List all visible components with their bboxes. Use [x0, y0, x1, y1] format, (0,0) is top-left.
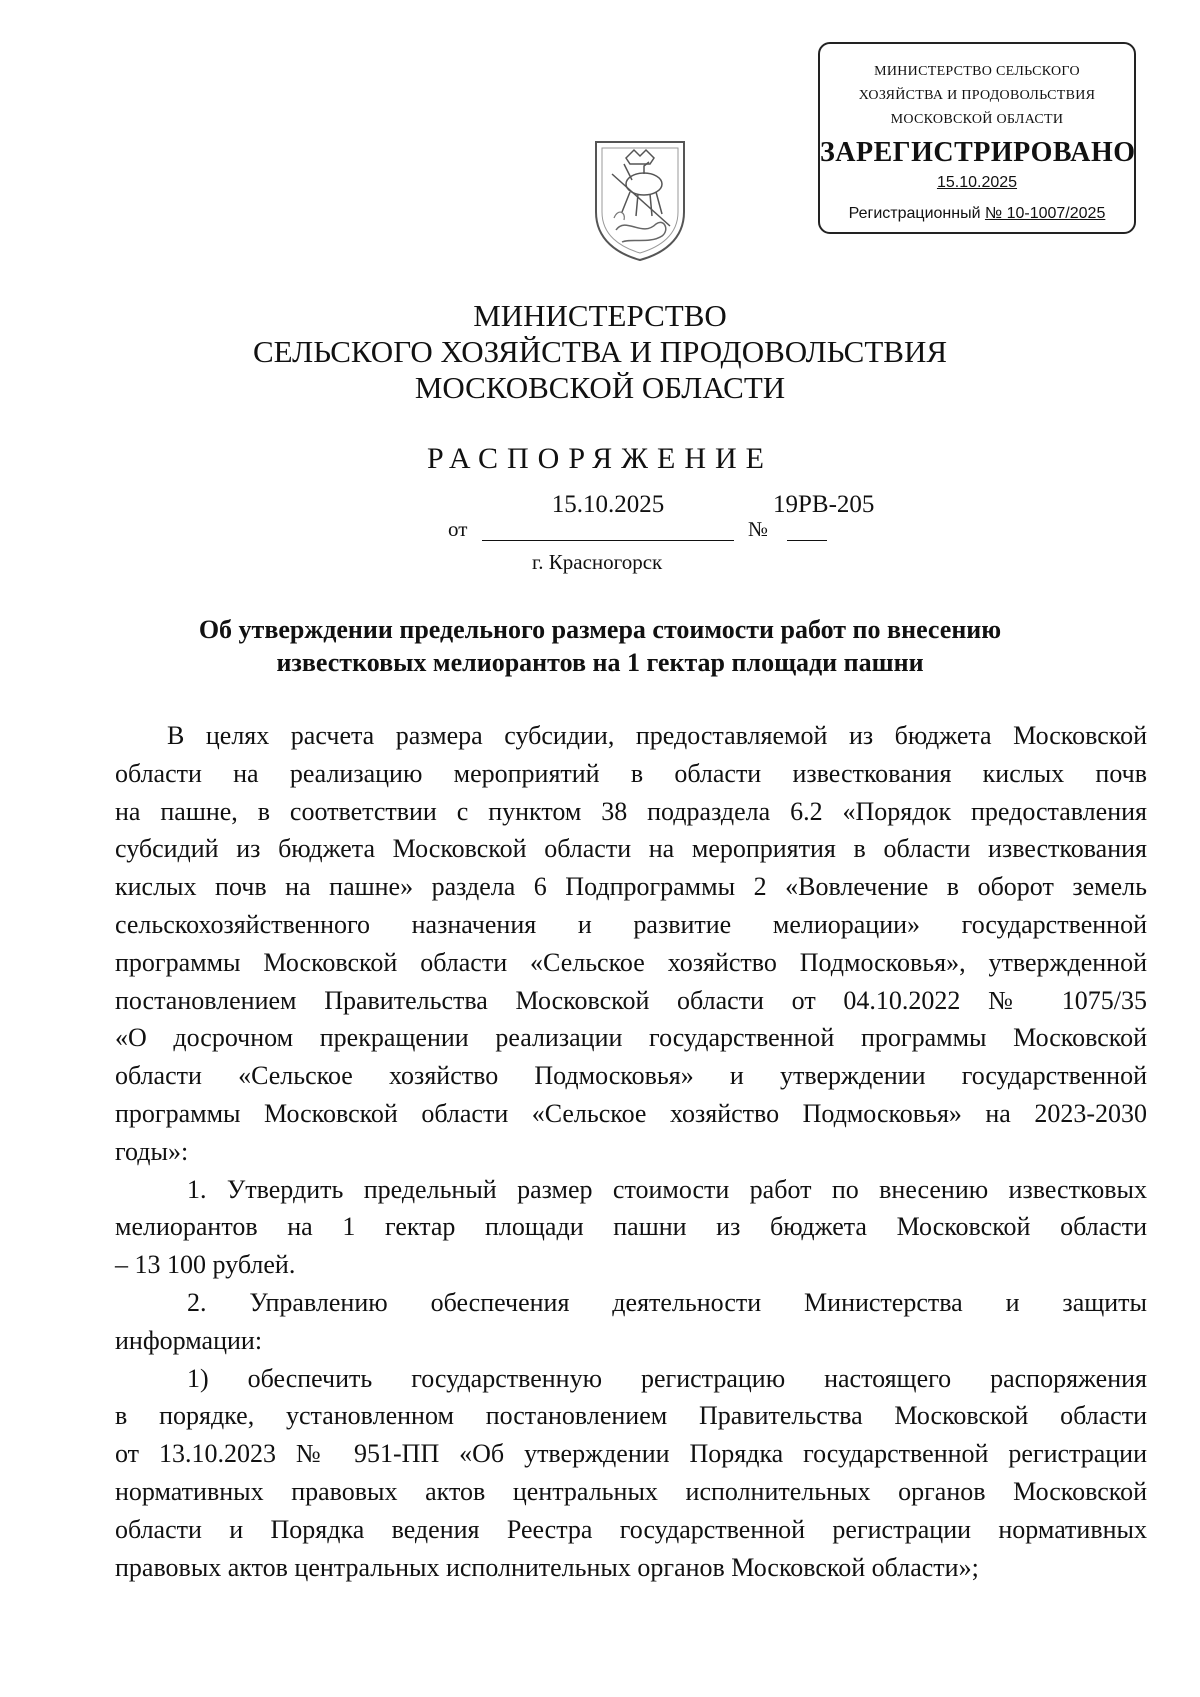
body-text-line: 1. Утвердить предельный размер стоимости работ по внесению известковых: [187, 1174, 1147, 1204]
body-text-line: постановлением Правительства Московской области от 04.10.2022 № 1075/35: [115, 985, 1147, 1015]
stamp-org-line: МОСКОВСКОЙ ОБЛАСТИ: [890, 112, 1064, 127]
body-text-line: 2. Управлению обеспечения деятельности Министерства и защиты: [187, 1287, 1147, 1317]
registration-stamp: [818, 42, 1136, 234]
body-text-line: мелиорантов на 1 гектар площади пашни из бюджета Московской области: [115, 1212, 1147, 1242]
document-city: г. Красногорск: [532, 550, 663, 574]
ministry-line: МОСКОВСКОЙ ОБЛАСТИ: [414, 370, 786, 405]
ministry-line: СЕЛЬСКОГО ХОЗЯЙСТВА И ПРОДОВОЛЬСТВИЯ: [252, 334, 948, 369]
body-text-line: правовых актов центральных исполнительных органов Московской области»;: [115, 1552, 979, 1582]
stamp-date: 15.10.2025: [936, 174, 1018, 191]
body-text-line: кислых почв на пашне» раздела 6 Подпрограммы 2 «Вовлечение в оборот земель: [115, 872, 1147, 902]
coat-of-arms-icon: [586, 134, 694, 264]
stamp-org-line: ХОЗЯЙСТВА И ПРОДОВОЛЬСТВИЯ: [858, 88, 1096, 103]
date-underline: [482, 540, 734, 541]
from-label: от: [448, 517, 468, 541]
stamp-number-value: № 10-1007/2025: [984, 205, 1106, 222]
document-number: 19РВ-205: [773, 491, 875, 518]
body-text-line: области на реализацию мероприятий в области известкования кислых почв: [115, 758, 1147, 788]
title-line: Об утверждении предельного размера стоимости работ по внесению: [198, 615, 1002, 644]
ministry-line: МИНИСТЕРСТВО: [473, 298, 727, 333]
title-line: известковых мелиорантов на 1 гектар площади пашни: [276, 648, 924, 677]
body-text-line: на пашне, в соответствии с пунктом 38 подраздела 6.2 «Порядок предоставления: [115, 796, 1147, 826]
number-sign: №: [748, 517, 769, 541]
body-text-line: программы Московской области «Сельское хозяйство Подмосковья» на 2023-2030: [115, 1098, 1147, 1128]
body-text-line: области «Сельское хозяйство Подмосковья» и утверждении государственной: [115, 1061, 1147, 1091]
stamp-org-line: МИНИСТЕРСТВО СЕЛЬСКОГО: [874, 64, 1080, 79]
document-date: 15.10.2025: [551, 491, 665, 518]
body-text-line: программы Московской области «Сельское хозяйство Подмосковья», утвержденной: [115, 947, 1147, 977]
body-text-line: области и Порядка ведения Реестра государственной регистрации нормативных: [115, 1514, 1147, 1544]
stamp-registered-label: ЗАРЕГИСТРИРОВАНО: [820, 137, 1136, 168]
document-type: РАСПОРЯЖЕНИЕ: [426, 442, 774, 475]
body-text-line: 1) обеспечить государственную регистрацию настоящего распоряжения: [187, 1363, 1147, 1393]
body-text-line: информации:: [115, 1325, 263, 1355]
body-text-line: субсидий из бюджета Московской области на мероприятия в области известкования: [115, 834, 1147, 864]
body-text-line: сельскохозяйственного назначения и развитие мелиорации» государственной: [115, 909, 1147, 939]
body-text-line: от 13.10.2023 № 951-ПП «Об утверждении Порядка государственной регистрации: [115, 1439, 1147, 1469]
stamp-registration-number: [820, 203, 1134, 225]
document-title: [120, 613, 1080, 679]
body-text-line: в порядке, установленном постановлением Правительства Московской области: [115, 1401, 1147, 1431]
body-text-line: нормативных правовых актов центральных исполнительных органов Московской: [115, 1476, 1147, 1506]
body-text-line: годы»:: [115, 1136, 189, 1166]
document-body: [115, 717, 1147, 1586]
body-text-line: В целях расчета размера субсидии, предоставляемой из бюджета Московской: [167, 721, 1147, 750]
ministry-name: [0, 298, 1200, 406]
stamp-number-label: Регистрационный: [848, 205, 981, 222]
body-text-line: «О досрочном прекращении реализации государственной программы Московской: [115, 1023, 1147, 1053]
body-text-line: – 13 100 рублей.: [115, 1250, 296, 1280]
number-underline: [787, 540, 827, 541]
